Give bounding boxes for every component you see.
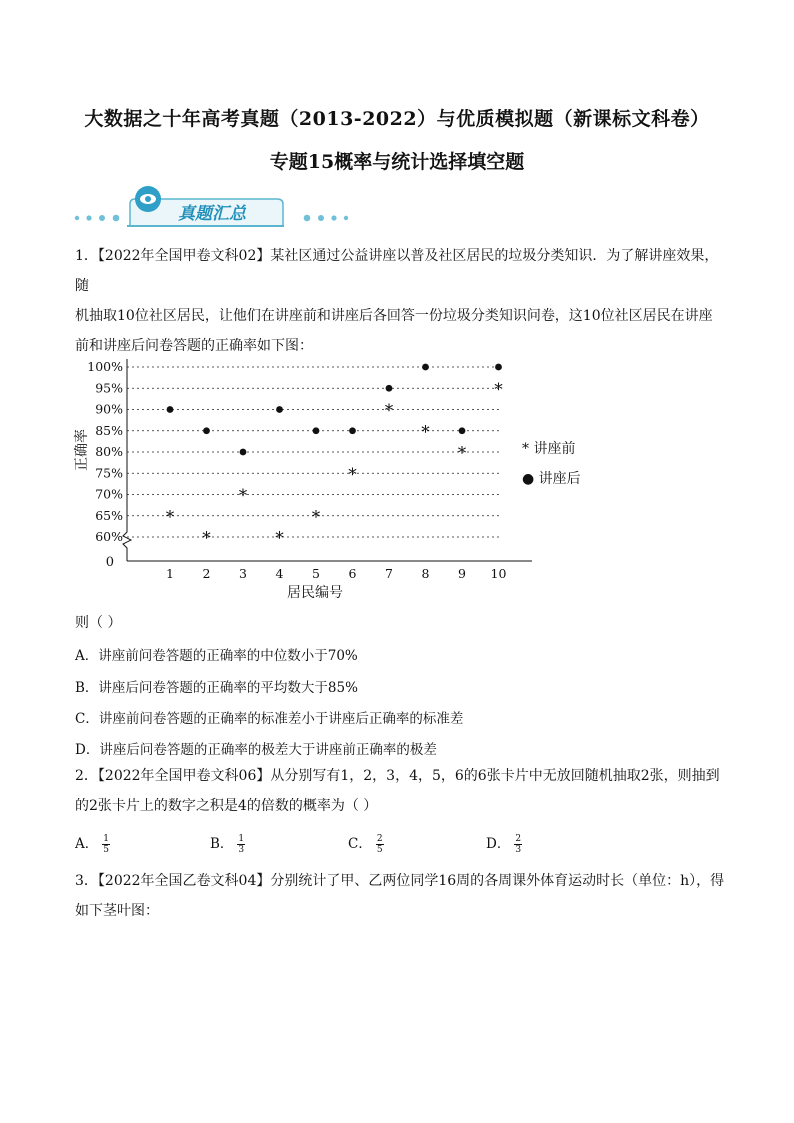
- q3-stem-line: 如下茎叶图：: [75, 903, 159, 919]
- q2-option-c[interactable]: C． $\frac{2}{5}$: [348, 834, 383, 855]
- after-point: [203, 427, 210, 434]
- after-point: [313, 427, 320, 434]
- q1-option-c[interactable]: C．讲座前问卷答题的正确率的标准差小于讲座后正确率的标准差: [75, 711, 464, 727]
- q1-stem: [75, 241, 725, 361]
- after-point: [349, 427, 356, 434]
- before-point: *: [457, 443, 467, 464]
- before-point: *: [494, 379, 503, 400]
- after-point: [386, 385, 393, 392]
- q2-stem-line: 2．【2022年全国甲卷文科06】从分别写有1，2，3，4，5，6的6张卡片中无放回随机抽取2张，则抽到: [75, 768, 720, 784]
- q1-option-a[interactable]: A．讲座前问卷答题的正确率的中位数小于70%: [75, 648, 358, 664]
- section-banner: [72, 186, 362, 228]
- y-tick-label: 100%: [87, 359, 123, 374]
- legend-after: ● 讲座后: [522, 471, 581, 487]
- q1-stem-line: 1．【2022年全国甲卷文科02】某社区通过公益讲座以普及社区居民的垃圾分类知识．为了解讲座效果，随: [75, 248, 719, 294]
- banner-label: 真题汇总: [178, 204, 246, 224]
- y-axis-label: 正确率: [74, 429, 90, 471]
- x-tick-label: 1: [166, 566, 174, 581]
- q1-prompt: 则（ ）: [75, 615, 122, 631]
- y-tick-label: 75%: [95, 465, 123, 481]
- before-point: *: [384, 401, 394, 421]
- before-point: *: [348, 464, 357, 485]
- q1-stem-line: 前和讲座后问卷答题的正确率如下图：: [75, 338, 313, 354]
- y-tick-label: 95%: [95, 380, 123, 396]
- document-subtitle: 专题15概率与统计选择填空题: [269, 151, 525, 173]
- after-point: [459, 427, 466, 434]
- x-tick-label: 10: [490, 566, 507, 581]
- q1-option-d[interactable]: D．讲座后问卷答题的正确率的极差大于讲座前正确率的极差: [75, 742, 437, 758]
- document-title: 大数据之十年高考真题（2013-2022）与优质模拟题（新课标文科卷）: [84, 108, 710, 130]
- before-point: *: [275, 528, 284, 549]
- x-tick-label: 8: [421, 566, 430, 581]
- q2-stem: [75, 761, 725, 821]
- x-tick-label: 2: [202, 566, 211, 581]
- y-tick-label: 85%: [95, 422, 123, 438]
- y-axis: [123, 359, 131, 561]
- q3-stem-line: 3．【2022年全国乙卷文科04】分别统计了甲、乙两位同学16周的各周课外体育运动时长（单位：h），得: [75, 873, 725, 889]
- before-point: *: [202, 528, 211, 549]
- q2-stem-line: 的2张卡片上的数字之积是4的倍数的概率为（ ）: [75, 798, 378, 814]
- y-tick-label: 90%: [95, 401, 123, 417]
- before-point: *: [421, 422, 430, 443]
- before-point: *: [238, 486, 248, 506]
- scatter-chart: [70, 350, 581, 604]
- x-tick-label: 3: [239, 566, 247, 581]
- y-tick-label: 70%: [95, 486, 123, 502]
- after-point: [240, 449, 247, 456]
- after-point: [495, 364, 502, 371]
- origin-label: 0: [105, 555, 114, 570]
- x-tick-label: 7: [385, 566, 393, 581]
- after-point: [276, 406, 283, 413]
- y-tick-label: 65%: [95, 507, 123, 523]
- x-axis-label: 居民编号: [287, 585, 343, 601]
- x-tick-label: 9: [458, 566, 466, 581]
- after-point: [167, 406, 174, 413]
- q1-stem-line: 机抽取10位社区居民，让他们在讲座前和讲座后各回答一份垃圾分类知识问卷，这10位社区居民在讲座: [75, 308, 713, 324]
- before-point: *: [165, 507, 175, 528]
- x-tick-label: 5: [312, 566, 320, 581]
- q2-option-d[interactable]: D． $\frac{2}{3}$: [486, 834, 522, 855]
- y-tick-label: 80%: [95, 444, 123, 459]
- x-tick-label: 6: [348, 566, 357, 581]
- y-tick-label: 60%: [95, 529, 123, 544]
- x-tick-label: 4: [275, 566, 284, 581]
- legend-before: * 讲座前: [522, 441, 576, 457]
- before-point: *: [311, 507, 321, 528]
- q2-option-a[interactable]: A． $\frac{1}{5}$: [75, 834, 109, 855]
- after-point: [422, 364, 429, 371]
- q1-option-b[interactable]: B．讲座后问卷答题的正确率的平均数大于85%: [75, 680, 358, 696]
- q3-stem: [75, 866, 725, 926]
- q2-option-b[interactable]: B． $\frac{1}{3}$: [210, 834, 245, 855]
